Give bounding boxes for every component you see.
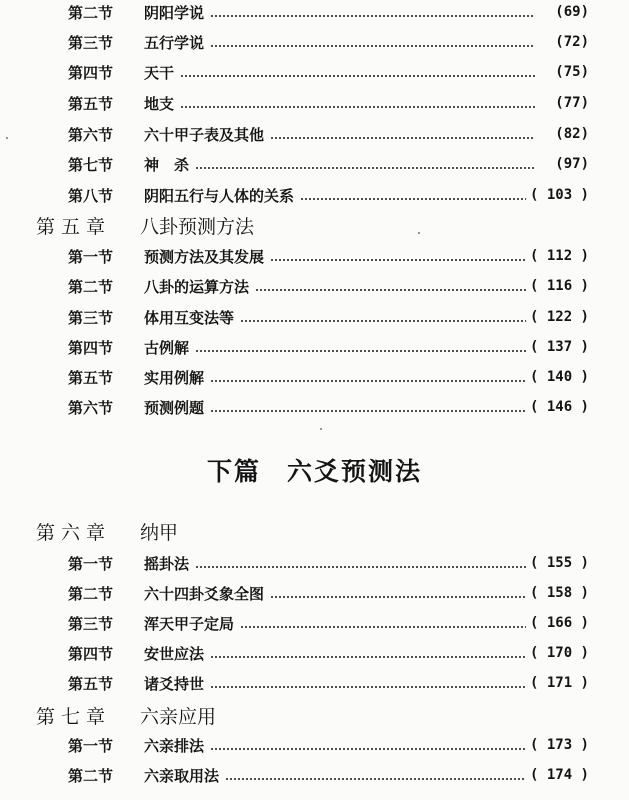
- chapter-heading: [0, 516, 629, 546]
- toc-entry: [0, 91, 629, 115]
- section-title: 天干: [144, 63, 175, 82]
- section-number: 第四节: [68, 338, 114, 357]
- toc-entry: [0, 581, 629, 605]
- scan-speck: [6, 137, 8, 139]
- section-title: 六亲取用法: [144, 766, 220, 785]
- toc-entry: [0, 152, 629, 176]
- leader-dots: [210, 748, 526, 750]
- toc-entry: [0, 671, 629, 695]
- section-number: 第一节: [68, 554, 114, 573]
- chapter-number: 第六章: [36, 521, 112, 544]
- chapter-heading: [0, 210, 629, 240]
- part-heading: [0, 452, 629, 488]
- leader-dots: [255, 289, 526, 291]
- section-number: 第二节: [68, 3, 114, 22]
- section-title: 神 杀: [144, 155, 190, 174]
- toc-entry: [0, 733, 629, 757]
- page-number: ( 171 ): [529, 675, 589, 691]
- section-title: 实用例解: [144, 368, 205, 387]
- section-number: 第四节: [68, 63, 114, 82]
- leader-dots: [240, 320, 526, 322]
- page-number: ( 174 ): [529, 767, 589, 783]
- leader-dots: [210, 656, 526, 658]
- toc-entry: [0, 335, 629, 359]
- section-number: 第四节: [68, 644, 114, 663]
- page-number: ( 155 ): [529, 555, 589, 571]
- section-title: 六亲排法: [144, 736, 205, 755]
- section-number: 第六节: [68, 125, 114, 144]
- toc-entry: [0, 305, 629, 329]
- toc-entry: [0, 551, 629, 575]
- toc-entry: [0, 611, 629, 635]
- page-number: (77): [555, 95, 589, 111]
- page-number: ( 146 ): [529, 399, 589, 415]
- page-number: ( 112 ): [529, 248, 589, 264]
- chapter-title: 八卦预测方法: [140, 215, 255, 238]
- leader-dots: [210, 410, 526, 412]
- leader-dots: [300, 198, 526, 200]
- page-number: ( 137 ): [529, 339, 589, 355]
- leader-dots: [195, 350, 526, 352]
- section-number: 第五节: [68, 674, 114, 693]
- page-number: ( 170 ): [529, 645, 589, 661]
- section-number: 第三节: [68, 614, 114, 633]
- leader-dots: [180, 75, 535, 77]
- page-number: ( 103 ): [529, 187, 589, 203]
- page-number: ( 173 ): [529, 737, 589, 753]
- section-number: 第二节: [68, 584, 114, 603]
- section-title: 六十四卦爻象全图: [144, 584, 265, 603]
- section-title: 体用互变法等: [144, 308, 235, 327]
- section-title: 八卦的运算方法: [144, 277, 250, 296]
- section-title: 安世应法: [144, 644, 205, 663]
- leader-dots: [195, 566, 526, 568]
- leader-dots: [210, 380, 526, 382]
- section-number: 第二节: [68, 277, 114, 296]
- toc-entry: [0, 60, 629, 84]
- section-title: 诸爻持世: [144, 674, 205, 693]
- toc-entry: [0, 183, 629, 207]
- section-number: 第五节: [68, 94, 114, 113]
- toc-entry: [0, 30, 629, 54]
- part-title: 六爻预测法: [287, 457, 423, 486]
- page-number: (82): [555, 126, 589, 142]
- page-number: (69): [555, 4, 589, 20]
- leader-dots: [240, 626, 526, 628]
- section-title: 浑天甲子定局: [144, 614, 235, 633]
- page-number: (97): [555, 156, 589, 172]
- chapter-number: 第七章: [36, 705, 112, 728]
- section-number: 第七节: [68, 155, 114, 174]
- section-number: 第二节: [68, 766, 114, 785]
- leader-dots: [195, 167, 535, 169]
- section-title: 地支: [144, 94, 175, 113]
- chapter-number: 第五章: [36, 215, 112, 238]
- toc-entry: [0, 365, 629, 389]
- toc-entry: [0, 244, 629, 268]
- chapter-heading: [0, 700, 629, 730]
- leader-dots: [210, 686, 526, 688]
- section-number: 第一节: [68, 736, 114, 755]
- page-number: ( 116 ): [529, 278, 589, 294]
- page-number: ( 158 ): [529, 585, 589, 601]
- leader-dots: [270, 596, 526, 598]
- page-number: ( 122 ): [529, 309, 589, 325]
- part-label: 下篇: [206, 457, 261, 486]
- section-title: 预测例题: [144, 398, 205, 417]
- section-title: 阴阳五行与人体的关系: [144, 186, 295, 205]
- section-number: 第三节: [68, 308, 114, 327]
- toc-entry: [0, 274, 629, 298]
- leader-dots: [270, 259, 526, 261]
- toc-entry: [0, 763, 629, 787]
- toc-entry: [0, 0, 629, 24]
- section-number: 第六节: [68, 398, 114, 417]
- toc-entry: [0, 122, 629, 146]
- scan-speck: [418, 232, 420, 234]
- section-title: 预测方法及其发展: [144, 247, 265, 266]
- section-number: 第五节: [68, 368, 114, 387]
- section-title: 五行学说: [144, 33, 205, 52]
- section-title: 摇卦法: [144, 554, 190, 573]
- section-title: 古例解: [144, 338, 190, 357]
- page-number: (72): [555, 34, 589, 50]
- page-number: ( 140 ): [529, 369, 589, 385]
- chapter-title: 纳甲: [140, 521, 179, 544]
- page-number: ( 166 ): [529, 615, 589, 631]
- leader-dots: [270, 137, 535, 139]
- section-title: 六十甲子表及其他: [144, 125, 265, 144]
- toc-entry: [0, 395, 629, 419]
- leader-dots: [180, 106, 535, 108]
- page-number: (75): [555, 64, 589, 80]
- leader-dots: [225, 778, 526, 780]
- leader-dots: [210, 15, 535, 17]
- toc-entry: [0, 641, 629, 665]
- leader-dots: [210, 45, 535, 47]
- scan-speck: [320, 428, 322, 430]
- chapter-title: 六亲应用: [140, 705, 217, 728]
- section-title: 阴阳学说: [144, 3, 205, 22]
- section-number: 第三节: [68, 33, 114, 52]
- section-number: 第一节: [68, 247, 114, 266]
- section-number: 第八节: [68, 186, 114, 205]
